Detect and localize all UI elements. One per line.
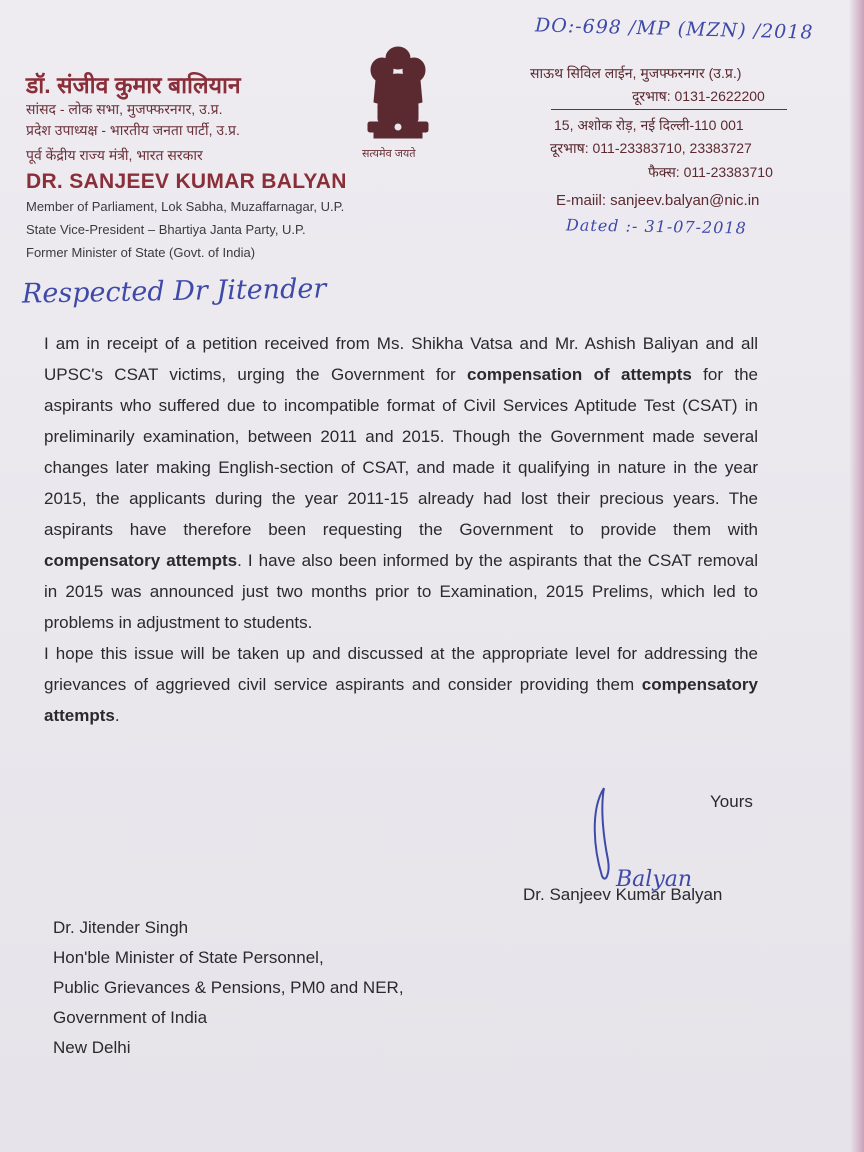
recipient-line-4: Government of India — [53, 1008, 208, 1027]
recipient-line-3: Public Grievances & Pensions, PM0 and NER, — [53, 978, 404, 997]
hindi-name: डॉ. संजीव कुमार बालियान — [26, 72, 241, 98]
signature-icon — [580, 780, 730, 900]
letter-body — [44, 328, 758, 731]
body-paragraph-2 — [44, 638, 758, 731]
hindi-designation-3: पूर्व केंद्रीय राज्य मंत्री, भारत सरकार — [26, 147, 203, 163]
body-p1-text-d: . I have also been informed by the aspirants that the CSAT removal in 2015 was announced just two months prior to Examination, 2015 Prelims, which led to problems in adjustment to students. — [44, 551, 758, 632]
address-line-1: साऊथ सिविल लाईन, मुजफ्फरनगर (उ.प्र.) — [530, 65, 742, 81]
address-fax: फैक्स: 011-23383710 — [648, 164, 773, 180]
english-designation-2: State Vice-President – Bhartiya Janta Party, U.P. — [26, 222, 306, 237]
recipient-line-2: Hon'ble Minister of State Personnel, — [53, 948, 324, 967]
address-phone-2: दूरभाष: 011-23383710, 23383727 — [550, 140, 752, 156]
address-email: E-maiil: sanjeev.balyan@nic.in — [556, 192, 760, 209]
recipient-line-5: New Delhi — [53, 1038, 131, 1057]
reference-number: DO:-698 /MP (MZN) /2018 — [534, 14, 814, 44]
address-phone-1: दूरभाष: 0131-2622200 — [632, 88, 765, 104]
body-paragraph-1 — [44, 328, 758, 638]
body-p1-bold-2: compensatory attempts — [44, 551, 238, 570]
hindi-designation-1: सांसद - लोक सभा, मुजफ्फरनगर, उ.प्र. — [26, 101, 223, 117]
body-p1-bold-1: compensation of attempts — [467, 365, 692, 384]
english-designation-3: Former Minister of State (Govt. of India) — [26, 245, 256, 260]
body-p2-text-a: I hope this issue will be taken up and discussed at the appropriate level for addressing the grievances of aggrieved civil service aspirants and consider providing them — [44, 644, 758, 694]
closing: Yours — [710, 792, 753, 811]
paper-edge — [850, 0, 864, 1152]
signatory-name: Dr. Sanjeev Kumar Balyan — [523, 885, 723, 904]
recipient-line-1: Dr. Jitender Singh — [53, 918, 189, 937]
address-line-2: 15, अशोक रोड़, नई दिल्ली-110 001 — [554, 117, 744, 133]
emblem-motto: सत्यमेव जयते — [362, 148, 416, 160]
letter-date: Dated :- 31-07-2018 — [565, 215, 747, 238]
body-p2-bold: compensatory attempts — [44, 675, 758, 725]
hindi-designation-2: प्रदेश उपाध्यक्ष - भारतीय जनता पार्टी, उ.प्र. — [26, 122, 240, 138]
body-p1-text-c: for the aspirants who suffered due to incompatible format of Civil Services Aptitude Test (CSAT) in preliminarily examination, between 2011 and 2015. Though the Government made several changes later making English-section of CSAT, and made it qualifying in nature in the year 2015, the applicants during the year 2011-15 already had lost their precious years. The aspirants have therefore been requesting the Government to provide them with — [44, 365, 758, 539]
address-divider — [551, 109, 787, 110]
body-p1-text-a: I am in receipt of a petition received from Ms. Shikha Vatsa and Mr. Ashish Baliyan and all UPSC's CSAT victims, urging the Government for — [44, 334, 758, 384]
signature-text: Balyan — [616, 867, 693, 892]
body-p2-text-c: . — [114, 706, 120, 725]
english-name: DR. SANJEEV KUMAR BALYAN — [26, 170, 347, 193]
salutation: Respected Dr Jitender — [21, 273, 327, 310]
english-designation-1: Member of Parliament, Lok Sabha, Muzaffarnagar, U.P. — [26, 199, 345, 214]
